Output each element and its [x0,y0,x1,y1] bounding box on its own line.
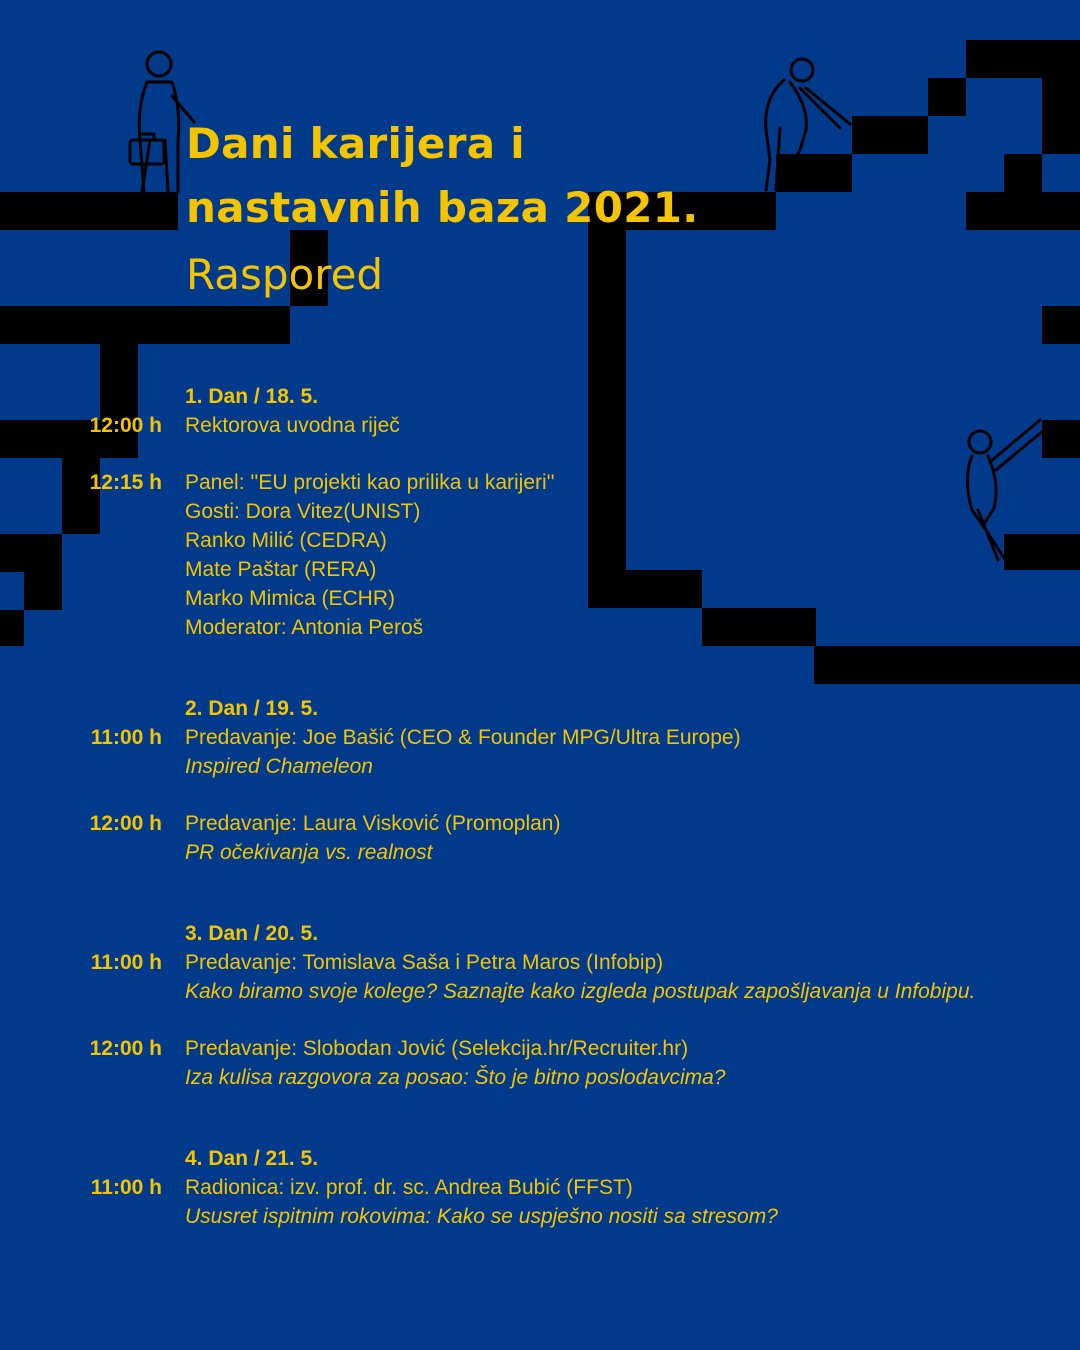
event-line: Gosti: Dora Vitez(UNIST) [185,500,421,523]
event-subtitle: Iza kulisa razgovora za posao: Što je bitno poslodavcima? [185,1066,726,1089]
event-line: Moderator: Antonia Peroš [185,616,424,639]
event-time: 11:00 h [90,1176,162,1199]
event-line: Predavanje: Slobodan Jović (Selekcija.hr/Recruiter.hr) [185,1037,689,1060]
schedule-event [0,723,1080,781]
title-line-1: Dani karijera i [186,119,525,168]
schedule-event [0,468,1080,642]
event-details [185,1034,725,1092]
schedule-event [0,1173,1080,1231]
event-line: Marko Mimica (ECHR) [185,587,395,610]
schedule-event [0,411,1080,440]
event-subtitle: Ususret ispitnim rokovima: Kako se uspješno nositi sa stresom? [185,1205,778,1228]
day-heading: 2. Dan / 19. 5. [185,697,319,720]
event-subtitle: Kako biramo svoje kolege? Saznajte kako izgleda postupak zapošljavanja u Infobipu. [185,980,976,1003]
event-line: Mate Paštar (RERA) [185,558,377,581]
event-details [185,411,400,440]
schedule-event [0,948,1080,1006]
schedule-day [0,694,1080,867]
schedule-day [0,919,1080,1092]
event-subtitle: Inspired Chameleon [185,755,373,778]
event-subtitle: PR očekivanja vs. realnost [185,841,433,864]
page-title [186,112,699,310]
event-time: 12:00 h [89,414,162,437]
event-time: 12:00 h [89,812,162,835]
schedule-event [0,1034,1080,1092]
schedule-event [0,809,1080,867]
schedule [0,382,1080,1231]
event-details [185,723,741,781]
event-time: 11:00 h [90,726,162,749]
title-subtitle: Raspored [186,250,384,299]
event-line: Predavanje: Laura Visković (Promoplan) [185,812,561,835]
event-details [185,948,975,1006]
day-heading: 1. Dan / 18. 5. [185,385,319,408]
event-line: Predavanje: Joe Bašić (CEO & Founder MPG/Ultra Europe) [185,726,741,749]
day-heading: 4. Dan / 21. 5. [185,1147,319,1170]
event-time: 12:00 h [89,1037,162,1060]
event-time: 11:00 h [90,951,162,974]
event-line: Predavanje: Tomislava Saša i Petra Maros (Infobip) [185,951,664,974]
event-details [185,809,560,867]
event-line: Ranko Milić (CEDRA) [185,529,387,552]
schedule-day [0,382,1080,642]
walking-person-icon [130,52,194,192]
day-heading: 3. Dan / 20. 5. [185,922,319,945]
event-line: Rektorova uvodna riječ [185,414,400,437]
event-time: 12:15 h [89,471,162,494]
title-line-2: nastavnih baza 2021. [186,183,699,232]
event-line: Radionica: izv. prof. dr. sc. Andrea Bubić (FFST) [185,1176,633,1199]
event-details [185,1173,778,1231]
event-line: Panel: ''EU projekti kao prilika u karijeri'' [185,471,555,494]
event-details [185,468,555,642]
schedule-day [0,1144,1080,1231]
